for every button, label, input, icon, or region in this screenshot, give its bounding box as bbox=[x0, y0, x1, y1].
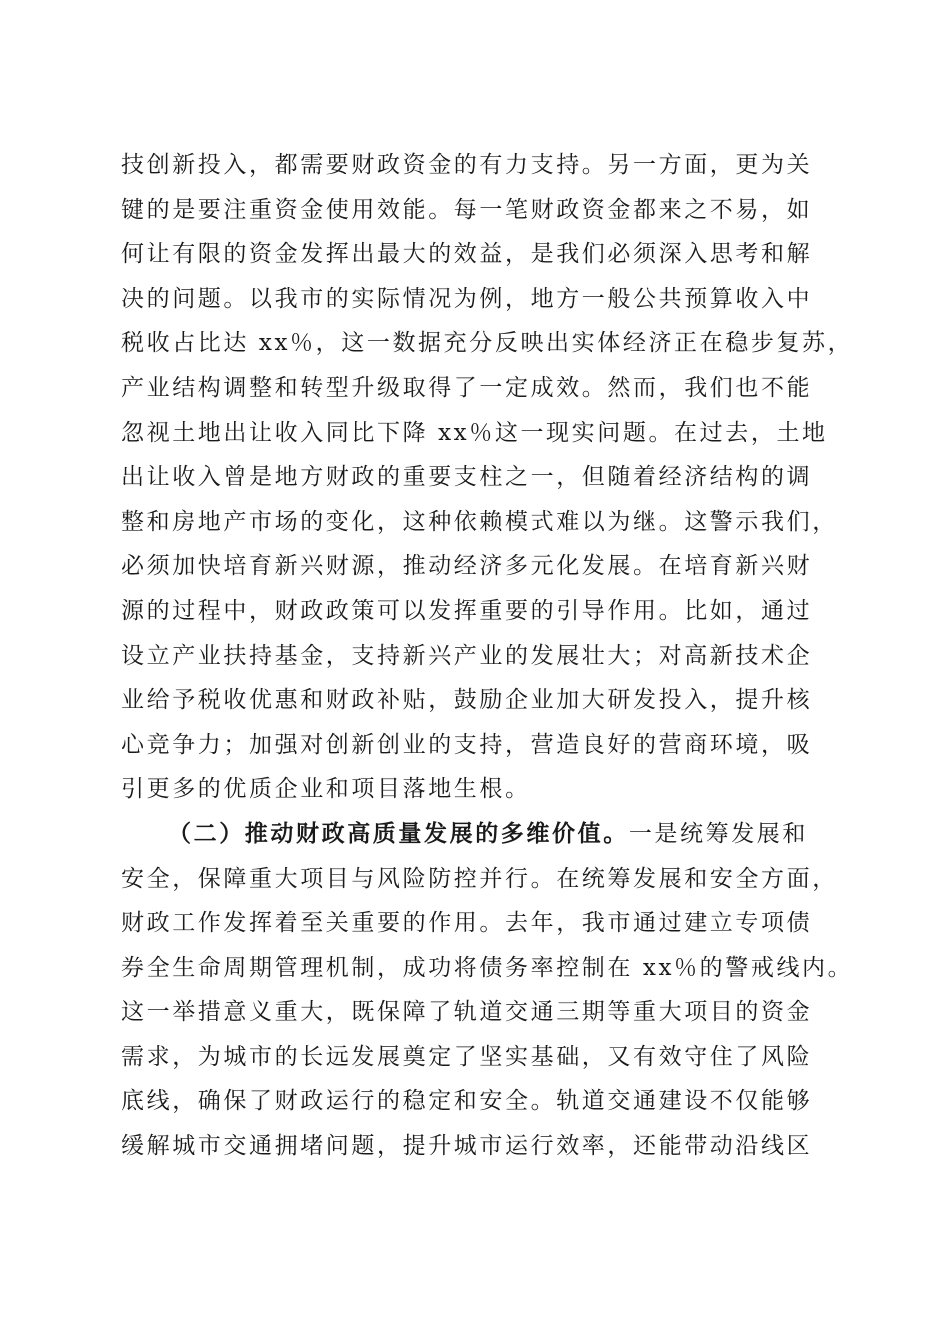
paragraph-line: 必须加快培育新兴财源，推动经济多元化发展。在培育新兴财 bbox=[121, 553, 813, 580]
paragraph-line: 键的是要注重资金使用效能。每一笔财政资金都来之不易，如 bbox=[121, 196, 813, 223]
paragraph-line: 这一举措意义重大，既保障了轨道交通三期等重大项目的资金 bbox=[121, 999, 813, 1026]
paragraph-line: 技创新投入，都需要财政资金的有力支持。另一方面，更为关 bbox=[121, 152, 813, 178]
section-first-line-text: 一是统筹发展和 bbox=[628, 820, 809, 847]
paragraph-line: 券全生命周期管理机制，成功将债务率控制在 xx％的警戒线内。 bbox=[121, 954, 854, 981]
paragraph-line: 设立产业扶持基金，支持新兴产业的发展壮大；对高新技术企 bbox=[121, 642, 813, 669]
paragraph-line: 安全，保障重大项目与风险防控并行。在统筹发展和安全方面， bbox=[121, 865, 838, 892]
paragraph-line: 何让有限的资金发挥出最大的效益，是我们必须深入思考和解 bbox=[121, 241, 813, 268]
paragraph-line: 税收占比达 xx％，这一数据充分反映出实体经济正在稳步复苏， bbox=[121, 330, 854, 357]
body-text bbox=[121, 143, 854, 1169]
paragraph-line: 产业结构调整和转型升级取得了一定成效。然而，我们也不能 bbox=[121, 374, 813, 401]
paragraph-line: 心竞争力；加强对创新创业的支持，营造良好的营商环境，吸 bbox=[121, 731, 813, 758]
paragraph-line: 源的过程中，财政政策可以发挥重要的引导作用。比如，通过 bbox=[121, 597, 813, 624]
paragraph-line: 需求，为城市的长远发展奠定了坚实基础，又有效守住了风险 bbox=[121, 1043, 813, 1070]
paragraph-line: 整和房地产市场的变化，这种依赖模式难以为继。这警示我们， bbox=[121, 508, 838, 535]
paragraph-line: 决的问题。以我市的实际情况为例，地方一般公共预算收入中 bbox=[121, 285, 813, 312]
section-first-line bbox=[121, 812, 833, 857]
section-heading: （二）推动财政高质量发展的多维价值。 bbox=[168, 819, 629, 847]
paragraph-line: 引更多的优质企业和项目落地生根。 bbox=[121, 776, 531, 803]
paragraph-line: 缓解城市交通拥堵问题，提升城市运行效率，还能带动沿线区 bbox=[121, 1133, 813, 1160]
paragraph-line: 出让收入曾是地方财政的重要支柱之一，但随着经济结构的调 bbox=[121, 464, 813, 491]
paragraph-line: 忽视土地出让收入同比下降 xx％这一现实问题。在过去，土地 bbox=[121, 419, 828, 446]
paragraph-line: 财政工作发挥着至关重要的作用。去年，我市通过建立专项债 bbox=[121, 910, 813, 937]
paragraph-line: 业给予税收优惠和财政补贴，鼓励企业加大研发投入，提升核 bbox=[121, 687, 813, 714]
paragraph-line: 底线，确保了财政运行的稳定和安全。轨道交通建设不仅能够 bbox=[121, 1088, 813, 1115]
